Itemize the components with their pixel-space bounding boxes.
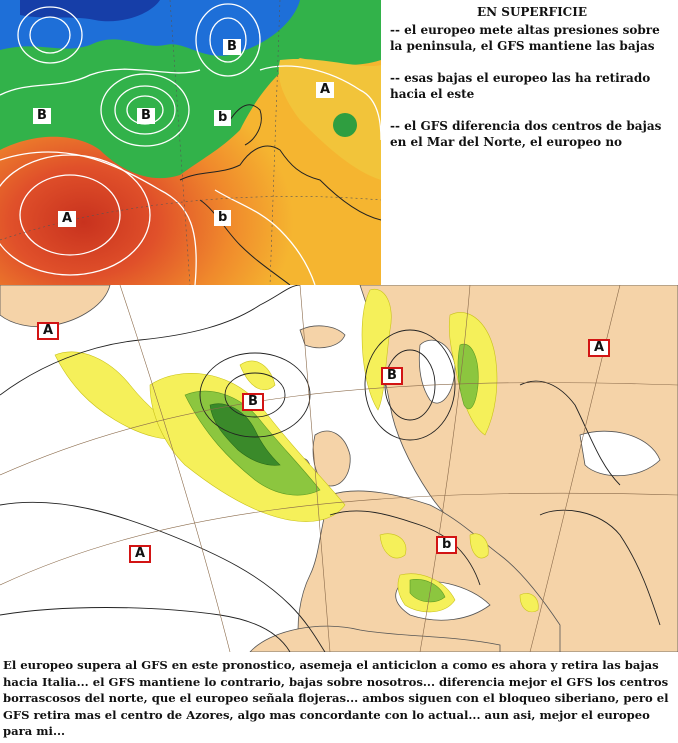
surface-notes xyxy=(390,4,674,166)
notes-title: EN SUPERFICIE xyxy=(476,5,587,19)
note-line: -- esas bajas el europeo las ha retirado hacia el este xyxy=(390,71,651,101)
pressure-label: A xyxy=(129,545,151,563)
pressure-label: b xyxy=(214,210,231,226)
pressure-label: B xyxy=(137,108,155,124)
pressure-label: B xyxy=(242,393,264,411)
pressure-label: A xyxy=(58,211,76,227)
pressure-label: A xyxy=(316,82,334,98)
pressure-label: B xyxy=(33,108,51,124)
gfs-surface-map xyxy=(0,0,381,285)
pressure-label: b xyxy=(214,110,231,126)
pressure-label: B xyxy=(223,39,241,55)
gfs-map-graphic xyxy=(0,0,381,285)
pressure-label: A xyxy=(588,339,610,357)
ecmwf-map-graphic xyxy=(0,285,678,652)
note-line: -- el GFS diferencia dos centros de bajas en el Mar del Norte, el europeo no xyxy=(390,119,662,149)
pressure-label: b xyxy=(436,536,457,554)
comparison-caption: El europeo supera al GFS en este pronostico, asemeja el anticiclon a como es ahora y retira las bajas hacia Italia... el GFS mantiene lo contrario, bajas sobre nosotros... diferencia mejor el GFS los centros borrascosos del norte, que el europeo señala flojeras... ambos siguen con el bloqueo siberiano, pero el GFS retira mas el centro de Azores, algo mas concordante con lo actual... aun asi, mejor el europeo para mi... xyxy=(3,658,669,739)
ecmwf-surface-map xyxy=(0,285,678,652)
pressure-label: B xyxy=(381,367,403,385)
note-line: -- el europeo mete altas presiones sobre la peninsula, el GFS mantiene las bajas xyxy=(390,23,660,53)
pressure-label: A xyxy=(37,322,59,340)
